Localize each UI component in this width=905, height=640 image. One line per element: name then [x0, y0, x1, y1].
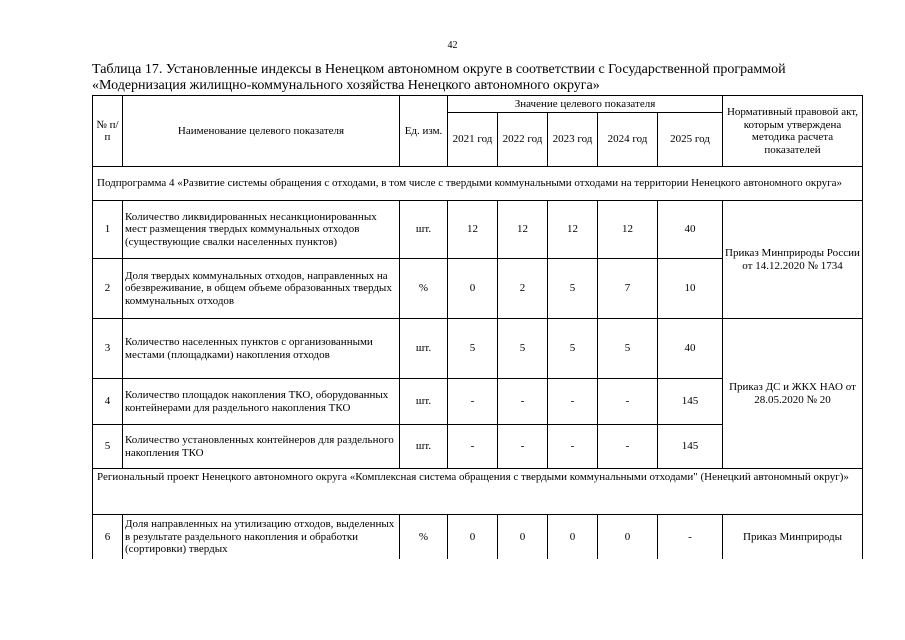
page-number: 42: [447, 40, 458, 51]
row-unit: %: [400, 259, 448, 319]
row-value: 12: [448, 201, 498, 259]
header-unit: Ед. изм.: [400, 96, 448, 167]
table-row: [93, 515, 863, 559]
row-value: 145: [658, 379, 723, 425]
header-name: Наименование целевого показателя: [123, 96, 400, 167]
row-value: 12: [598, 201, 658, 259]
header-year: 2022 год: [498, 113, 548, 167]
row-value: -: [548, 379, 598, 425]
row-value: 145: [658, 425, 723, 469]
row-unit: шт.: [400, 425, 448, 469]
header-basis: Нормативный правовой акт, которым утверждена методика расчета показателей: [723, 96, 863, 167]
section-row: [93, 469, 863, 515]
row-unit: шт.: [400, 201, 448, 259]
section-title: Региональный проект Ненецкого автономного округа «Комплексная система обращения с твердыми коммунальными отходами" (Ненецкий автономный округ)»: [93, 469, 863, 515]
table-row: [93, 201, 863, 259]
table-row: [93, 319, 863, 379]
row-num: 2: [93, 259, 123, 319]
row-value: -: [448, 425, 498, 469]
row-value: -: [498, 425, 548, 469]
row-value: 2: [498, 259, 548, 319]
indicators-table: [92, 95, 863, 559]
row-num: 1: [93, 201, 123, 259]
row-value: 0: [448, 259, 498, 319]
row-value: 0: [498, 515, 548, 559]
row-value: 5: [448, 319, 498, 379]
row-name: Количество площадок накопления ТКО, оборудованных контейнерами для раздельного накопления ТКО: [123, 379, 400, 425]
row-unit: шт.: [400, 319, 448, 379]
header-row: [93, 96, 863, 113]
row-unit: %: [400, 515, 448, 559]
basis-act: Приказ ДС и ЖКХ НАО от 28.05.2020 № 20: [723, 319, 863, 469]
row-value: 0: [598, 515, 658, 559]
row-name: Количество установленных контейнеров для раздельного накопления ТКО: [123, 425, 400, 469]
header-year: 2021 год: [448, 113, 498, 167]
row-value: -: [658, 515, 723, 559]
section-title: Подпрограмма 4 «Развитие системы обращения с отходами, в том числе с твердыми коммунальными отходами на территории Ненецкого автономного округа»: [93, 167, 863, 201]
row-value: 0: [448, 515, 498, 559]
section-row: [93, 167, 863, 201]
row-value: -: [448, 379, 498, 425]
row-unit: шт.: [400, 379, 448, 425]
row-name: Количество ликвидированных несанкционированных мест размещения твердых коммунальных отходов (существующие свалки населенных пунктов): [123, 201, 400, 259]
row-name: Доля твердых коммунальных отходов, направленных на обезвреживание, в общем объеме образованных твердых коммунальных отходов: [123, 259, 400, 319]
row-value: 5: [548, 319, 598, 379]
row-value: -: [498, 379, 548, 425]
header-year: 2024 год: [598, 113, 658, 167]
header-value-group: Значение целевого показателя: [448, 96, 723, 113]
row-value: 0: [548, 515, 598, 559]
row-value: 7: [598, 259, 658, 319]
row-value: 10: [658, 259, 723, 319]
header-num: № п/п: [93, 96, 123, 167]
table-caption: Таблица 17. Установленные индексы в Ненецком автономном округе в соответствии с Государственной программой «Модернизация жилищно-коммунального хозяйства Ненецкого автономного округа»: [92, 62, 786, 93]
row-value: 40: [658, 201, 723, 259]
basis-act: Приказ Минприроды: [723, 515, 863, 559]
row-value: 12: [498, 201, 548, 259]
header-year: 2023 год: [548, 113, 598, 167]
row-num: 4: [93, 379, 123, 425]
row-value: 5: [498, 319, 548, 379]
basis-act: Приказ Минприроды России от 14.12.2020 № 1734: [723, 201, 863, 319]
row-value: 40: [658, 319, 723, 379]
row-value: -: [598, 379, 658, 425]
row-num: 3: [93, 319, 123, 379]
row-value: -: [598, 425, 658, 469]
row-value: 5: [548, 259, 598, 319]
row-value: 12: [548, 201, 598, 259]
row-value: 5: [598, 319, 658, 379]
row-name: Количество населенных пунктов с организованными местами (площадками) накопления отходов: [123, 319, 400, 379]
row-name: Доля направленных на утилизацию отходов, выделенных в результате раздельного накопления и обработки (сортировки) твердых: [123, 515, 400, 559]
header-year: 2025 год: [658, 113, 723, 167]
row-value: -: [548, 425, 598, 469]
row-num: 6: [93, 515, 123, 559]
row-num: 5: [93, 425, 123, 469]
